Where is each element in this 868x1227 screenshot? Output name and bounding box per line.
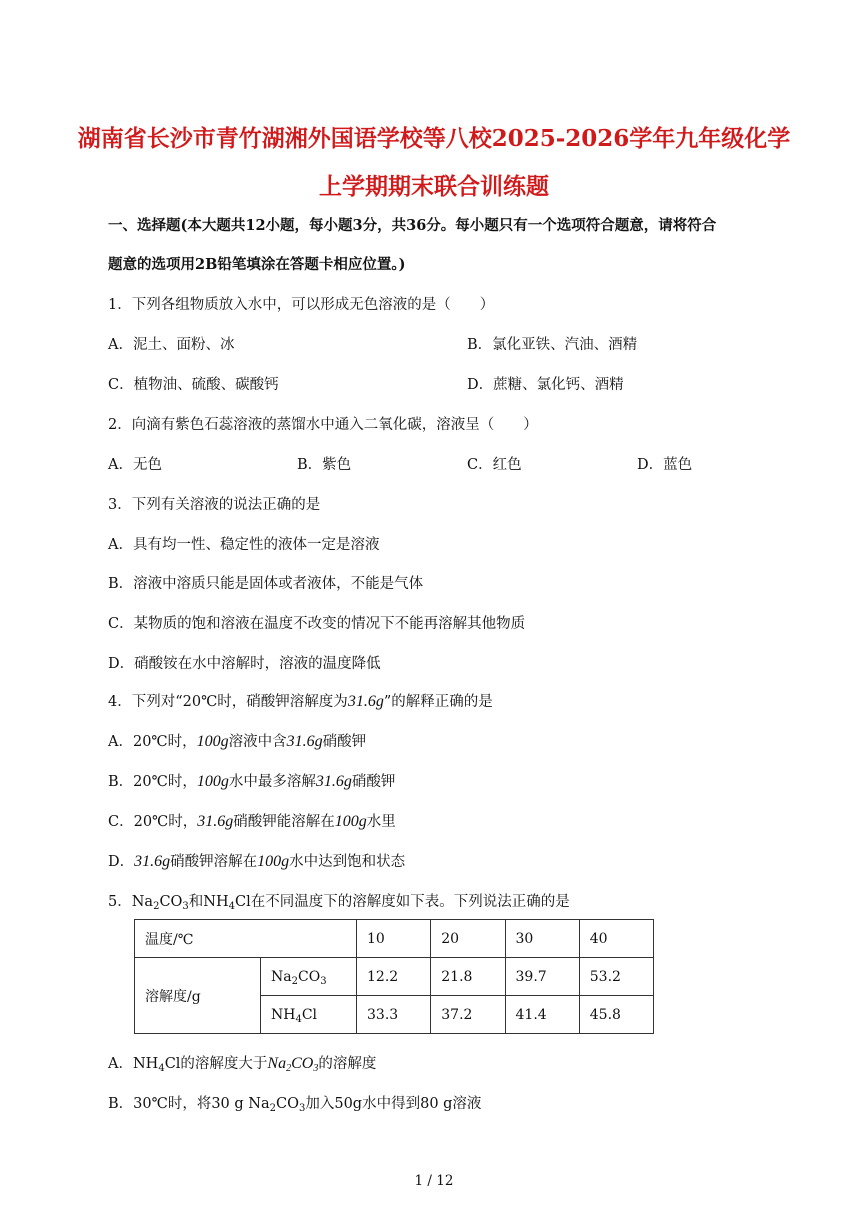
solubility-header-cell: 溶解度/g — [135, 958, 261, 1034]
option-formula: 100g — [257, 853, 290, 870]
question-4-stem — [108, 690, 493, 711]
subscript: 2 — [153, 901, 160, 912]
option-text: B．20℃时， — [108, 774, 197, 790]
stem-text: 5．Na — [108, 894, 154, 910]
option-text: 水中最多溶解 — [228, 774, 316, 790]
question-3-option-d: D．硝酸铵在水中溶解时，溶液的温度降低 — [108, 656, 381, 672]
option-text: 溶液中含 — [228, 734, 287, 750]
cell-text: Na — [271, 968, 292, 985]
question-2-option-b: B．紫色 — [297, 457, 352, 473]
table-cell: 45.8 — [579, 996, 653, 1034]
option-text: 水里 — [366, 814, 396, 830]
table-cell: 10 — [357, 920, 431, 958]
table-cell: 12.2 — [357, 958, 431, 996]
question-1-option-d: D．蔗糖、氯化钙、酒精 — [467, 377, 624, 393]
cell-text: Cl — [301, 1006, 318, 1023]
substance-cell-na2co3 — [261, 958, 357, 996]
option-text: 硝酸钾 — [351, 774, 396, 790]
question-4-option-b — [108, 770, 395, 791]
option-text: A．NH — [108, 1056, 159, 1072]
subscript: 3 — [320, 975, 327, 987]
substance-cell-nh4cl — [261, 996, 357, 1034]
table-cell: 41.4 — [505, 996, 579, 1034]
section-heading: 一、选择题(本大题共12小题，每小题3分，共36分。每小题只有一个选项符合题意，请将符合 — [108, 217, 717, 234]
subscript: 4 — [228, 901, 236, 912]
question-1-stem: 1．下列各组物质放入水中，可以形成无色溶液的是（ ） — [108, 297, 495, 313]
option-text: 硝酸钾溶解在 — [170, 854, 258, 870]
option-formula — [267, 1055, 318, 1072]
question-4-stem-text-end: ”的解释正确的是 — [383, 694, 493, 710]
question-3-stem: 3．下列有关溶液的说法正确的是 — [108, 497, 321, 513]
subscript: 2 — [286, 1063, 292, 1074]
table-cell: 20 — [431, 920, 505, 958]
table-cell: 53.2 — [579, 958, 653, 996]
option-text: Cl的溶解度大于 — [164, 1056, 268, 1072]
question-3-option-c: C．某物质的饱和溶液在温度不改变的情况下不能再溶解其他物质 — [108, 616, 526, 632]
subscript: 2 — [291, 975, 298, 987]
table-cell: 30 — [505, 920, 579, 958]
question-4-option-a — [108, 730, 366, 751]
stem-text: Cl在不同温度下的溶解度如下表。下列说法正确的是 — [235, 894, 570, 910]
option-text: D． — [108, 854, 135, 870]
solubility-table — [134, 919, 654, 1034]
option-formula: 31.6g — [315, 773, 352, 790]
option-text: B．30℃时，将30 g Na — [108, 1096, 270, 1112]
option-text: 硝酸钾能溶解在 — [233, 814, 335, 830]
stem-text: 和NH — [188, 894, 229, 910]
option-formula: 100g — [196, 773, 229, 790]
question-2-option-d: D．蓝色 — [637, 457, 693, 473]
option-text: A．20℃时， — [108, 734, 197, 750]
option-formula: 31.6g — [286, 733, 323, 750]
table-cell: 33.3 — [357, 996, 431, 1034]
question-4-option-d — [108, 850, 405, 871]
option-text: 加入50g水中得到80 g溶液 — [305, 1096, 482, 1112]
question-2-stem: 2．向滴有紫色石蕊溶液的蒸馏水中通入二氧化碳，溶液呈（ ） — [108, 417, 538, 433]
subscript: 3 — [182, 901, 189, 912]
table-cell: 40 — [579, 920, 653, 958]
stem-text: CO — [159, 894, 183, 910]
question-1-option-c: C．植物油、硫酸、碳酸钙 — [108, 377, 279, 393]
document-title-line1: 湖南省长沙市青竹湖湘外国语学校等八校2025-2026学年九年级化学 — [77, 125, 791, 152]
cell-text: CO — [297, 968, 321, 985]
table-row — [135, 920, 654, 958]
option-formula: 31.6g — [197, 813, 234, 830]
formula-part: Na — [267, 1055, 287, 1072]
temperature-header-cell: 温度/℃ — [135, 920, 357, 958]
table-cell: 37.2 — [431, 996, 505, 1034]
question-5-option-b — [108, 1092, 481, 1113]
section-heading-cont: 题意的选项用2B铅笔填涂在答题卡相应位置。) — [108, 256, 406, 273]
page-number: 1 / 12 — [414, 1173, 454, 1189]
subscript: 2 — [269, 1103, 276, 1114]
question-2-option-a: A．无色 — [108, 457, 162, 473]
question-4-option-c — [108, 810, 396, 831]
option-formula: 31.6g — [134, 853, 171, 870]
table-cell: 39.7 — [505, 958, 579, 996]
subscript: 3 — [313, 1063, 319, 1074]
option-formula: 100g — [196, 733, 229, 750]
option-formula: 100g — [334, 813, 367, 830]
question-3-option-b: B．溶液中溶质只能是固体或者液体，不能是气体 — [108, 576, 424, 592]
option-text: 水中达到饱和状态 — [289, 854, 406, 870]
subscript: 4 — [295, 1013, 302, 1025]
option-text: C．20℃时， — [108, 814, 198, 830]
question-2-option-c: C．红色 — [467, 457, 522, 473]
question-3-option-a: A．具有均一性、稳定性的液体一定是溶液 — [108, 537, 380, 553]
document-title-line2: 上学期期末联合训练题 — [319, 173, 549, 200]
question-1-option-b: B．氯化亚铁、汽油、酒精 — [467, 337, 638, 353]
question-5-option-a — [108, 1052, 376, 1073]
table-cell: 21.8 — [431, 958, 505, 996]
table-row — [135, 958, 654, 996]
cell-text: NH — [271, 1006, 296, 1023]
option-text: 的溶解度 — [318, 1056, 377, 1072]
subscript: 4 — [158, 1063, 165, 1074]
question-5-stem — [108, 890, 570, 911]
subscript: 3 — [298, 1103, 306, 1114]
option-text: CO — [276, 1096, 299, 1112]
option-text: 硝酸钾 — [322, 734, 367, 750]
question-4-stem-text: 4．下列对“20℃时，硝酸钾溶解度为 — [108, 694, 348, 710]
question-4-stem-formula: 31.6g — [347, 693, 384, 710]
formula-part: CO — [291, 1055, 314, 1072]
question-1-option-a: A．泥土、面粉、冰 — [108, 337, 235, 353]
